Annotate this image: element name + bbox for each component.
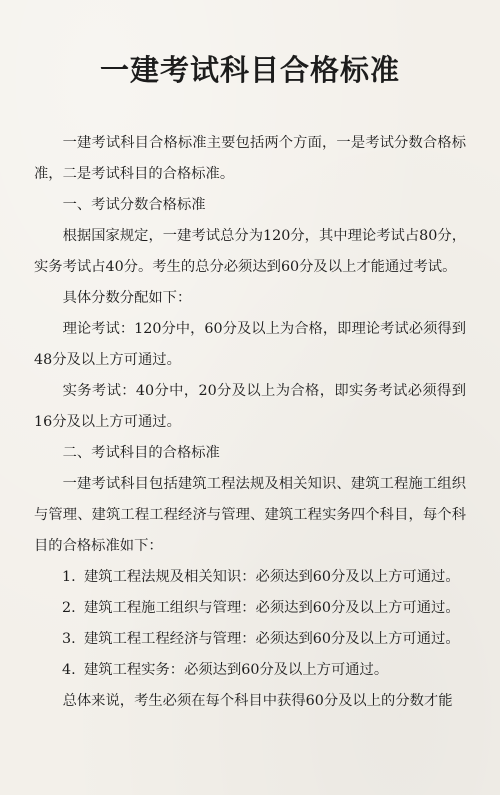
list-item-number: 3.: [62, 631, 76, 647]
list-item: [34, 562, 466, 593]
body-paragraph: 一建考试科目包括建筑工程法规及相关知识、建筑工程施工组织与管理、建筑工程工程经济与管理、建筑工程实务四个科目，每个科目的合格标准如下：: [34, 476, 466, 554]
list-item-text: 建筑工程施工组织与管理：必须达到60分及以上方可通过。: [84, 600, 460, 616]
section-heading: 二、考试科目的合格标准: [62, 445, 220, 461]
list-item-text: 建筑工程工程经济与管理：必须达到60分及以上方可通过。: [84, 631, 460, 647]
page-title: 一建考试科目合格标准: [99, 53, 400, 87]
section-heading: 一、考试分数合格标准: [62, 197, 206, 213]
list-item-number: 1.: [62, 569, 76, 585]
document-body: [34, 128, 466, 717]
body-paragraph: 根据国家规定，一建考试总分为120分，其中理论考试占80分，实务考试占40分。考生的总分必须达到60分及以上才能通过考试。: [34, 228, 466, 275]
list-item: [34, 655, 466, 686]
list-item-number: 2.: [62, 600, 76, 616]
list-item-text: 建筑工程法规及相关知识：必须达到60分及以上方可通过。: [84, 569, 460, 585]
closing-paragraph: 总体来说，考生必须在每个科目中获得60分及以上的分数才能: [62, 693, 453, 709]
intro-paragraph: 一建考试科目合格标准主要包括两个方面，一是考试分数合格标准，二是考试科目的合格标准。: [34, 135, 466, 182]
list-item-text: 建筑工程实务：必须达到60分及以上方可通过。: [84, 662, 389, 678]
body-paragraph: 实务考试：40分中，20分及以上为合格，即实务考试必须得到16分及以上方可通过。: [34, 383, 466, 430]
list-item: [34, 624, 466, 655]
list-item-number: 4.: [62, 662, 76, 678]
body-paragraph: 理论考试：120分中，60分及以上为合格，即理论考试必须得到48分及以上方可通过。: [34, 321, 466, 368]
body-paragraph: 具体分数分配如下：: [62, 290, 192, 306]
list-item: [34, 593, 466, 624]
